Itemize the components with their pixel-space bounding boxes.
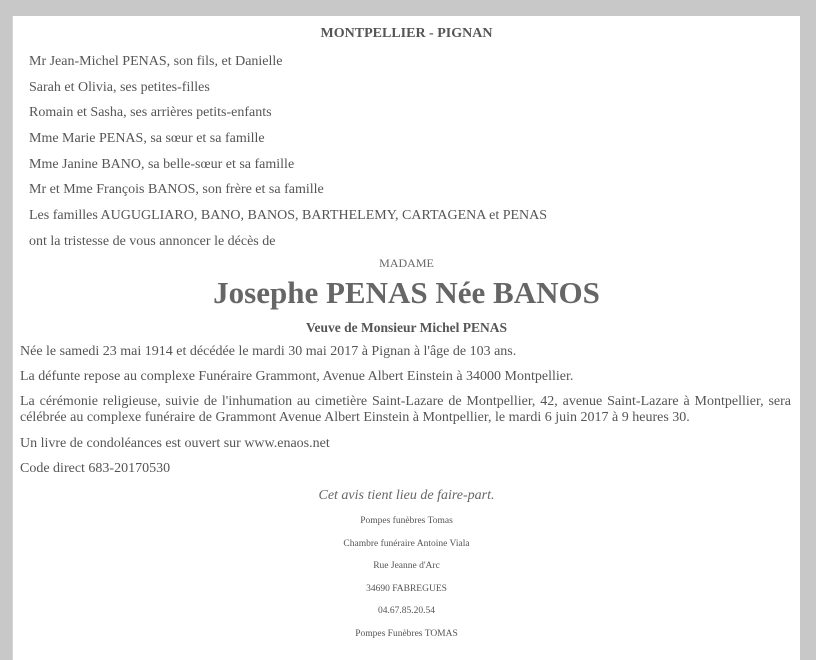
obituary-details (20, 344, 791, 486)
location-header: MONTPELLIER - PIGNAN (320, 26, 493, 41)
family-line: Les familles AUGUGLIARO, BANO, BANOS, BARTHELEMY, CARTAGENA et PENAS (29, 208, 548, 224)
family-line: Romain et Sasha, ses arrières petits-enfants (29, 105, 272, 121)
family-line: ont la tristesse de vous annoncer le décès de (29, 233, 276, 249)
family-line: Mr et Mme François BANOS, son frère et sa famille (29, 182, 324, 198)
funeral-home-info (13, 516, 800, 652)
deceased-name: Josephe PENAS Née BANOS (213, 275, 600, 310)
direct-code-text: Code direct 683-20170530 (20, 461, 171, 476)
resting-place-text: La défunte repose au complexe Funéraire Grammont, Avenue Albert Einstein à 34000 Montpellier. (20, 369, 574, 384)
family-list (29, 49, 769, 255)
funeral-home-line: Rue Jeanne d'Arc (373, 561, 440, 572)
family-line: Sarah et Olivia, ses petites-filles (29, 79, 210, 95)
birth-death-text: Née le samedi 23 mai 1914 et décédée le mardi 30 mai 2017 à Pignan à l'âge de 103 ans. (20, 344, 517, 359)
deceased-title: MADAME (379, 256, 434, 270)
faire-part-notice: Cet avis tient lieu de faire-part. (318, 488, 495, 503)
funeral-home-line: 34690 FABREGUES (366, 583, 447, 594)
condolences-text: Un livre de condoléances est ouvert sur www.enaos.net (20, 436, 330, 451)
funeral-home-line: Pompes Funèbres TOMAS (355, 628, 458, 639)
funeral-home-line: 04.67.85.20.54 (378, 606, 435, 617)
deceased-subtitle: Veuve de Monsieur Michel PENAS (306, 320, 507, 335)
obituary-card (12, 16, 800, 660)
family-line: Mme Janine BANO, sa belle-sœur et sa famille (29, 156, 295, 172)
funeral-home-line: Chambre funéraire Antoine Viala (343, 538, 470, 549)
ceremony-text: La cérémonie religieuse, suivie de l'inhumation au cimetière Saint-Lazare de Montpellier, 42, avenue Saint-Lazare à Montpellier, sera célébrée au complexe funéraire de Grammont Avenue Albert Einstein à Montpellier, le mardi 6 juin 2017 à 9 heures 30. (20, 394, 791, 425)
family-line: Mr Jean-Michel PENAS, son fils, et Danielle (29, 54, 283, 69)
funeral-home-line: Pompes funèbres Tomas (360, 516, 453, 526)
family-line: Mme Marie PENAS, sa sœur et sa famille (29, 131, 265, 147)
